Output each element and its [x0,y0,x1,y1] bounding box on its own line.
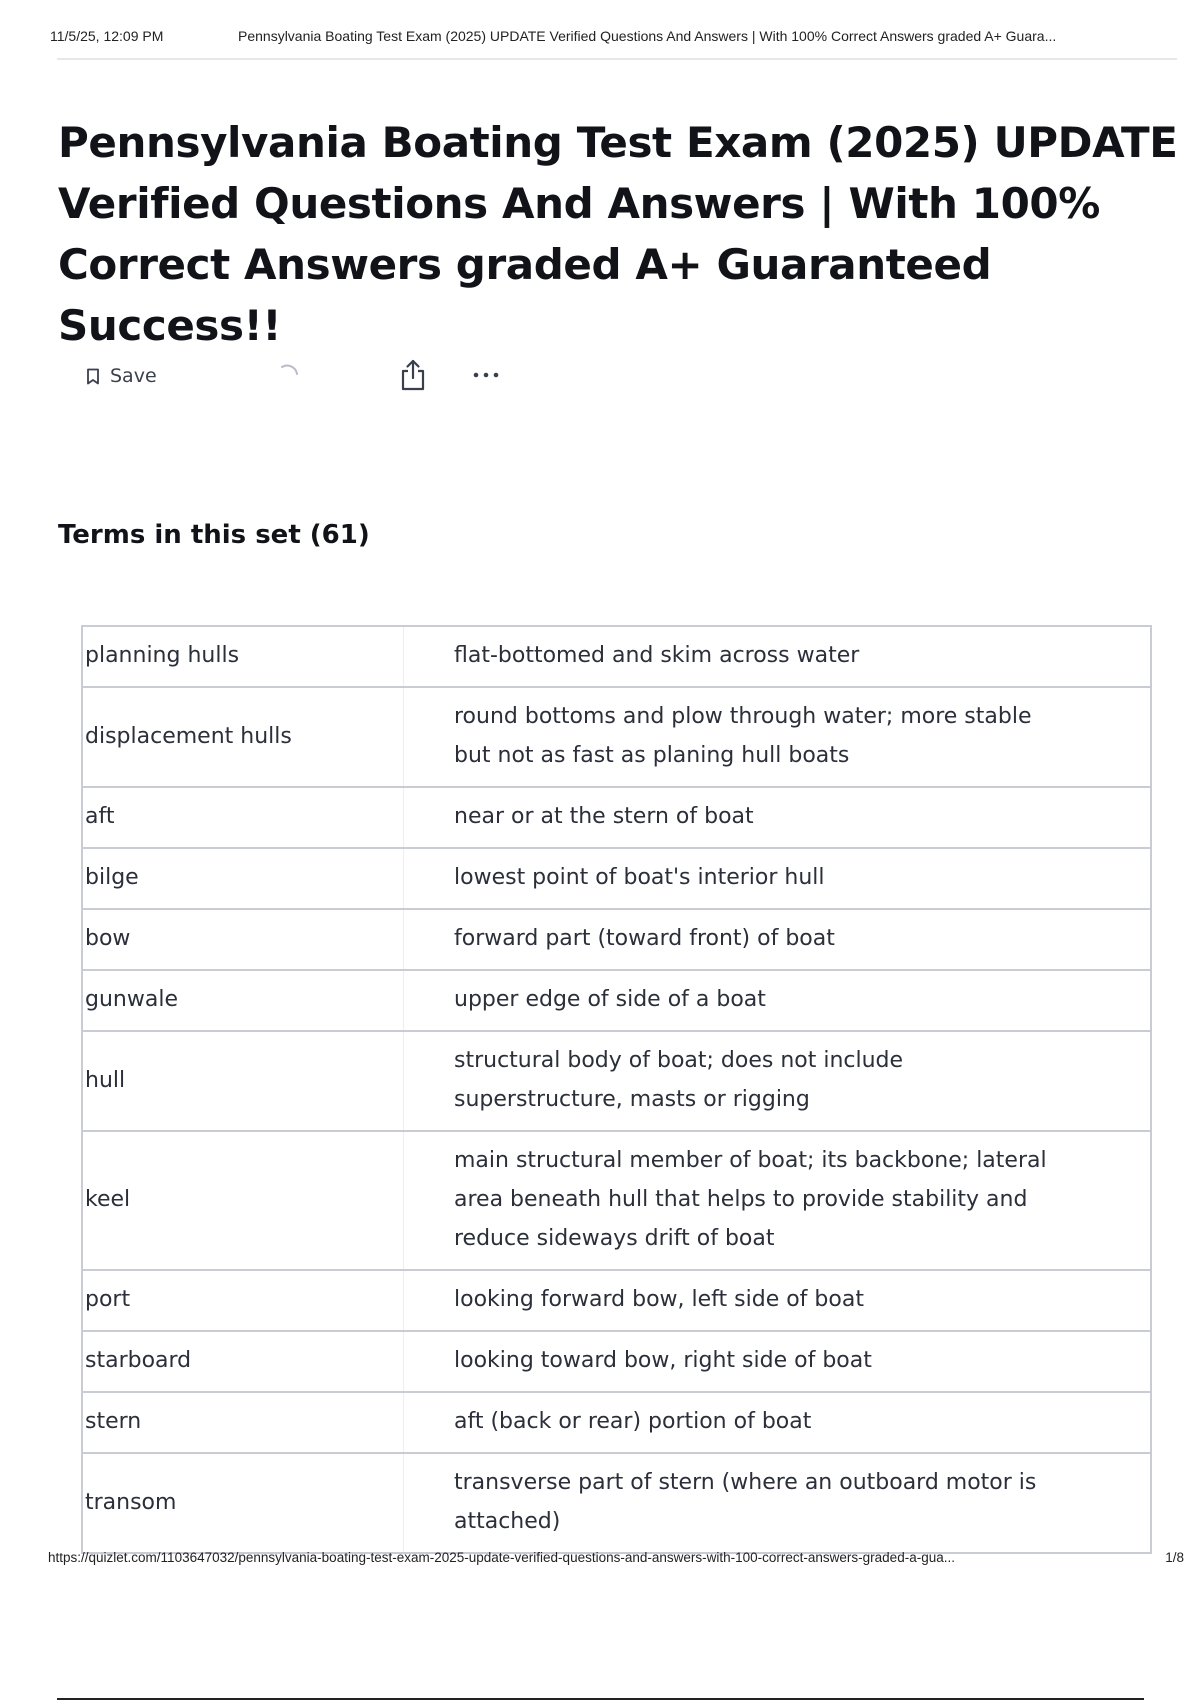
header-divider [57,58,1177,60]
save-label: Save [110,365,157,387]
term-text: transom [82,1453,404,1553]
term-text: displacement hulls [82,687,404,787]
definition-text: lowest point of boat's interior hull [454,865,825,890]
term-row [82,1131,1151,1270]
loading-spinner-icon [276,362,302,388]
print-footer [48,1550,1184,1572]
print-doc-title: Pennsylvania Boating Test Exam (2025) UPDATE Verified Questions And Answers | With 100% Correct Answers graded A+ Guara... [238,28,1057,44]
term-row [82,687,1151,787]
term-row [82,626,1151,687]
definition-text: near or at the stern of boat [454,804,754,829]
save-button[interactable] [86,358,157,394]
print-date: 11/5/25, 12:09 PM [50,28,164,44]
term-row [82,1392,1151,1453]
definition-text: upper edge of side of a boat [454,987,766,1012]
definition-text: flat-bottomed and skim across water [454,643,860,668]
term-row [82,1453,1151,1553]
terms-table [81,625,1152,1554]
share-icon[interactable] [398,358,428,392]
term-text: keel [82,1131,404,1270]
definition-text: structural body of boat; does not include superstructure, masts or rigging [454,1048,904,1112]
term-text: port [82,1270,404,1331]
term-text: aft [82,787,404,848]
term-text: bow [82,909,404,970]
term-text: hull [82,1031,404,1131]
term-text: planning hulls [82,626,404,687]
terms-heading: Terms in this set (61) [58,520,370,550]
page-number: 1/8 [1165,1550,1184,1565]
more-options-icon[interactable] [468,358,504,392]
term-row [82,787,1151,848]
print-url: https://quizlet.com/1103647032/pennsylvania-boating-test-exam-2025-update-verified-questions-and-answers-with-100-correct-answers-graded-a-gua... [48,1550,955,1565]
definition-text: main structural member of boat; its backbone; lateral area beneath hull that helps to provide stability and reduce sideways drift of boat [454,1148,1047,1251]
term-text: bilge [82,848,404,909]
term-row [82,909,1151,970]
definition-text: round bottoms and plow through water; more stable but not as fast as planing hull boats [454,704,1032,768]
term-row [82,1331,1151,1392]
definition-text: looking toward bow, right side of boat [454,1348,872,1373]
term-row [82,1270,1151,1331]
term-row [82,970,1151,1031]
bookmark-icon [86,368,100,385]
term-row [82,1031,1151,1131]
term-text: starboard [82,1331,404,1392]
term-row [82,848,1151,909]
term-text: stern [82,1392,404,1453]
term-text: gunwale [82,970,404,1031]
definition-text: forward part (toward front) of boat [454,926,835,951]
definition-text: looking forward bow, left side of boat [454,1287,864,1312]
print-header [50,28,1180,54]
page-title: Pennsylvania Boating Test Exam (2025) UPDATE Verified Questions And Answers | With 100% Correct Answers graded A+ Guaranteed Success!! [58,118,1178,350]
definition-text: aft (back or rear) portion of boat [454,1409,812,1434]
definition-text: transverse part of stern (where an outboard motor is attached) [454,1470,1037,1534]
